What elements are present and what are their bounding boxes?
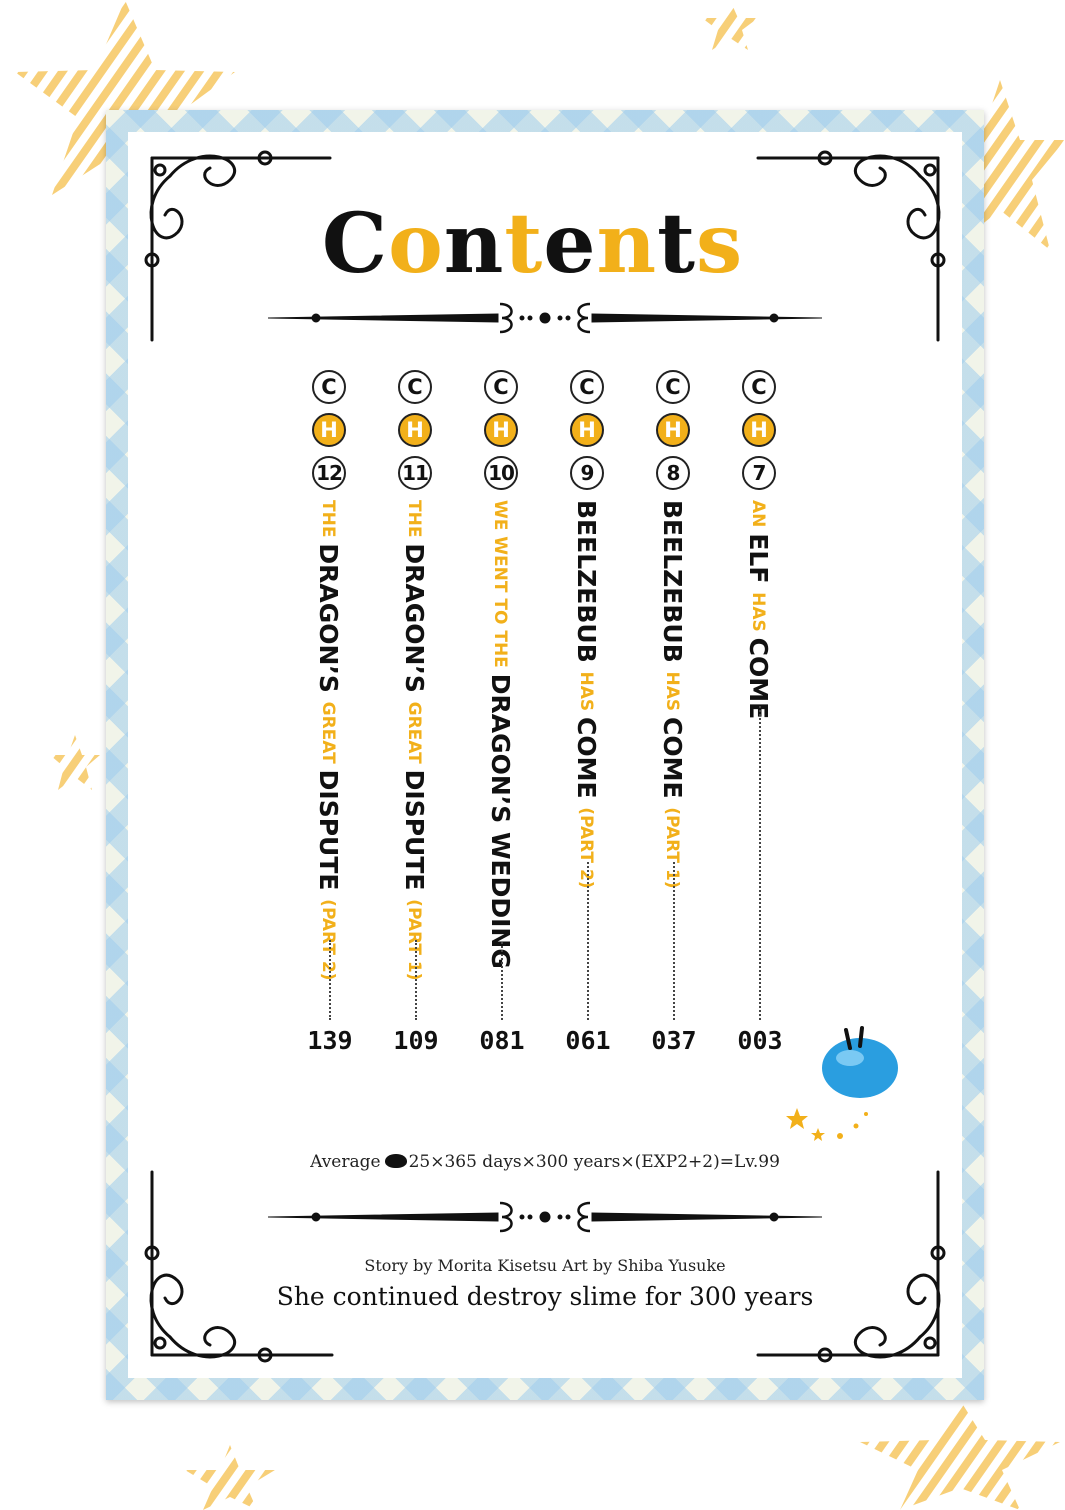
leader-dots <box>759 706 761 1020</box>
chapter-title-word: DRAGON’S <box>314 543 343 702</box>
chapter-page-number: 061 <box>565 1026 611 1055</box>
chapter-title-word: DRAGON’S <box>400 543 429 702</box>
chapter-title-word: COME <box>658 717 687 808</box>
page-title: Contents <box>321 196 744 292</box>
chapter-number: 11 <box>398 456 432 490</box>
chapter-title-word: (PART 2) <box>318 899 338 981</box>
chapter-number: 9 <box>570 456 604 490</box>
chapter-number: 7 <box>742 456 776 490</box>
chapter-badge-c: C <box>312 370 346 404</box>
chapter-title-word: GREAT <box>404 701 424 770</box>
chapter-number: 10 <box>484 456 518 490</box>
leader-dots <box>673 862 675 1020</box>
chapter-title-word: AN <box>748 500 768 534</box>
chapter-title-word: COME <box>744 637 773 720</box>
leader-dots <box>587 862 589 1020</box>
chapter-badge-c: C <box>656 370 690 404</box>
chapter-badge-c: C <box>398 370 432 404</box>
chapter-page-number: 109 <box>393 1026 439 1055</box>
chapter-badge-h: H <box>398 413 432 447</box>
chapter-page-number: 139 <box>307 1026 353 1055</box>
chapter-title-word: THE <box>318 500 338 544</box>
chapter-badge-c: C <box>484 370 518 404</box>
chapter-title-word: ELF <box>744 533 773 593</box>
chapter-title-word: BEELZEBUB <box>658 500 687 672</box>
credits-line: Story by Morita Kisetsu Art by Shiba Yusuke <box>364 1256 726 1275</box>
series-subtitle: She continued destroy slime for 300 years <box>276 1282 814 1311</box>
chapter-badge-h: H <box>742 413 776 447</box>
chapter-title-word: COME <box>572 717 601 808</box>
chapter-badge-h: H <box>656 413 690 447</box>
chapter-badge-h: H <box>484 413 518 447</box>
chapter-title-word: (PART 1) <box>662 807 682 889</box>
chapter-number: 12 <box>312 456 346 490</box>
chapter-title-word: DISPUTE <box>314 769 343 900</box>
chapter-title-word: DRAGON’S WEDDING <box>486 673 515 969</box>
chapter-title-word: WE WENT TO THE <box>490 500 510 674</box>
chapter-title[interactable] <box>400 500 429 980</box>
chapter-title-word: GREAT <box>318 701 338 770</box>
chapter-badge-h: H <box>312 413 346 447</box>
chapter-entry[interactable] <box>558 364 618 1074</box>
chapter-entry[interactable] <box>386 364 446 1074</box>
chapter-title-word: BEELZEBUB <box>572 500 601 672</box>
slime-mascot-illustration <box>786 1028 898 1141</box>
chapter-title-word: HAS <box>662 671 682 718</box>
chapter-title-word: HAS <box>576 671 596 718</box>
level-formula: Average 25×365 days×300 years×(EXP2+2)=Lv.99 <box>310 1152 780 1172</box>
leader-dots <box>329 940 331 1020</box>
chapter-title[interactable] <box>744 500 773 719</box>
leader-dots <box>501 942 503 1020</box>
chapter-title[interactable] <box>572 500 601 889</box>
divider-bottom <box>268 1203 822 1231</box>
chapter-title-word: (PART 2) <box>576 807 596 889</box>
slime-icon <box>385 1154 407 1168</box>
leader-dots <box>415 940 417 1020</box>
chapter-title-word: DISPUTE <box>400 769 429 900</box>
chapter-entry[interactable] <box>300 364 360 1074</box>
chapter-page-number: 003 <box>737 1026 783 1055</box>
chapter-number: 8 <box>656 456 690 490</box>
chapter-title[interactable] <box>314 500 343 980</box>
chapter-entry[interactable] <box>472 364 532 1074</box>
chapter-badge-c: C <box>742 370 776 404</box>
chapter-title-word: (PART 1) <box>404 899 424 981</box>
chapter-entry[interactable] <box>730 364 790 1074</box>
chapter-title[interactable] <box>658 500 687 889</box>
chapter-badge-h: H <box>570 413 604 447</box>
chapter-page-number: 081 <box>479 1026 525 1055</box>
chapter-title-word: THE <box>404 500 424 544</box>
chapter-entry[interactable] <box>644 364 704 1074</box>
chapter-page-number: 037 <box>651 1026 697 1055</box>
chapter-title-word: HAS <box>748 592 768 638</box>
chapter-title[interactable] <box>486 500 515 969</box>
divider-top <box>268 304 822 332</box>
chapter-badge-c: C <box>570 370 604 404</box>
